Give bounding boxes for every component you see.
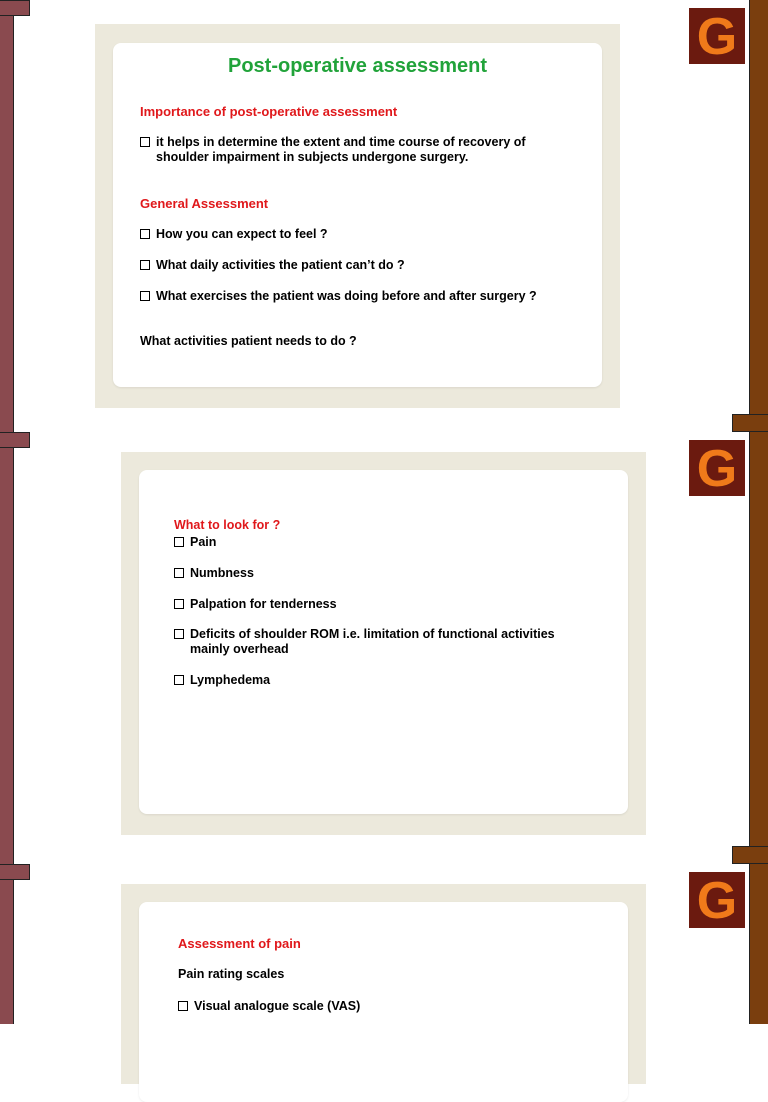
left-frame-tab	[0, 0, 30, 16]
bullet-rom-deficits: Deficits of shoulder ROM i.e. limitation of functional activities	[174, 626, 555, 642]
subheading-pain-scales: Pain rating scales	[178, 967, 285, 981]
g-logo-icon: G	[689, 440, 745, 496]
slide-content	[113, 43, 602, 387]
checkbox-bullet-icon	[174, 675, 184, 685]
bullet-exercises: What exercises the patient was doing before and after surgery ?	[140, 288, 537, 304]
bullet-feel: How you can expect to feel ?	[140, 226, 328, 242]
slide-frame	[121, 452, 646, 835]
left-frame-bar	[0, 864, 14, 1024]
checkbox-bullet-icon	[174, 568, 184, 578]
left-frame-tab	[0, 432, 30, 448]
right-frame-tab	[732, 414, 768, 432]
g-logo-icon: G	[689, 8, 745, 64]
right-frame-bar	[749, 0, 768, 432]
checkbox-bullet-icon	[140, 137, 150, 147]
page-2	[0, 432, 768, 864]
bullet-numbness: Numbness	[174, 565, 254, 581]
bullet-daily-activities: What daily activities the patient can’t do ?	[140, 257, 405, 273]
bullet-palpation: Palpation for tenderness	[174, 596, 337, 612]
left-frame-tab	[0, 864, 30, 880]
bullet-lymphedema: Lymphedema	[174, 672, 270, 688]
bullet-pain: Pain	[174, 534, 216, 550]
section-heading-general: General Assessment	[140, 196, 269, 211]
right-frame-bar	[749, 432, 768, 864]
left-frame-bar	[0, 0, 14, 432]
slide-frame	[95, 24, 620, 408]
right-frame-bar	[749, 864, 768, 1024]
checkbox-bullet-icon	[140, 229, 150, 239]
page-3	[0, 864, 768, 1024]
checkbox-bullet-icon	[140, 260, 150, 270]
left-frame-bar	[0, 432, 14, 864]
bullet-rom-deficits-cont: mainly overhead	[190, 642, 289, 656]
section-heading-look-for: What to look for ?	[174, 518, 281, 532]
bullet-importance-cont: shoulder impairment in subjects undergone surgery.	[156, 150, 469, 164]
checkbox-bullet-icon	[140, 291, 150, 301]
page-1	[0, 0, 768, 432]
right-frame-tab	[732, 846, 768, 864]
slide-frame	[121, 884, 646, 1084]
bullet-importance: it helps in determine the extent and time course of recovery of	[140, 134, 526, 150]
checkbox-bullet-icon	[178, 1001, 188, 1011]
slide-footer-question: What activities patient needs to do ?	[140, 334, 357, 348]
checkbox-bullet-icon	[174, 629, 184, 639]
bullet-vas: Visual analogue scale (VAS)	[178, 998, 360, 1014]
g-logo-icon: G	[689, 872, 745, 928]
slide-content	[139, 902, 628, 1102]
section-heading-pain: Assessment of pain	[178, 936, 301, 951]
section-heading-importance: Importance of post-operative assessment	[140, 104, 398, 119]
checkbox-bullet-icon	[174, 599, 184, 609]
checkbox-bullet-icon	[174, 537, 184, 547]
slide-title: Post-operative assessment	[227, 55, 487, 77]
slide-content	[139, 470, 628, 814]
